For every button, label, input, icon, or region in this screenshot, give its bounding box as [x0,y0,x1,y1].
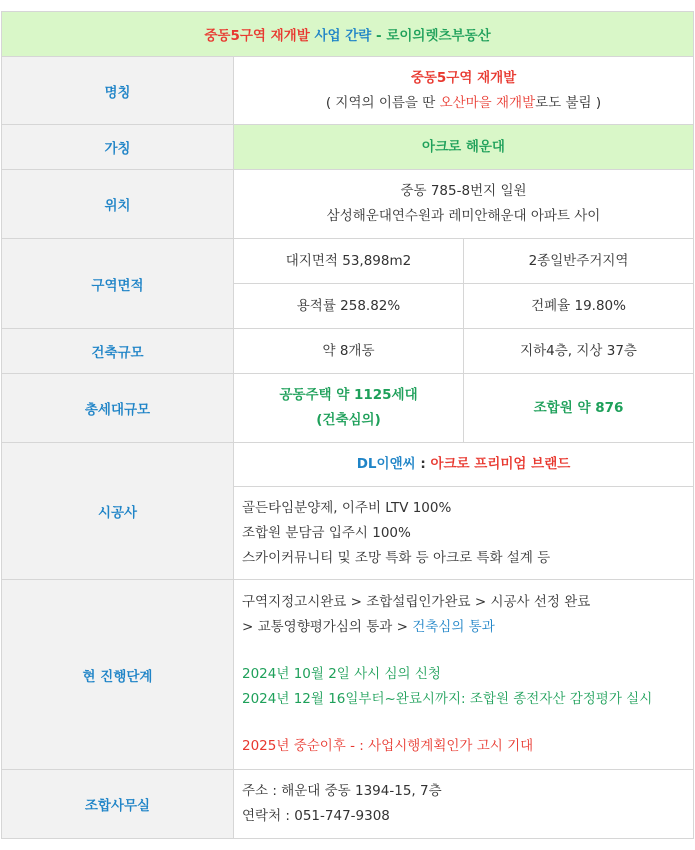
value-units [234,374,464,443]
row-location [2,170,694,239]
office-contact: 연락처 : 051-747-9308 [242,808,390,824]
progress-step2-text: > 교통영향평가심의 통과 > [242,619,413,635]
value-builder-details [234,487,694,580]
row-progress [2,580,694,770]
row-households [2,374,694,443]
progress-step2-highlight: 건축심의 통과 [412,619,495,635]
value-buildings: 약 8개동 [234,329,464,374]
builder-line2: 조합원 분담금 입주시 100% [242,524,411,541]
value-floors: 지하4층, 지상 37층 [464,329,694,374]
label-builder: 시공사 [2,443,234,580]
value-location [234,170,694,239]
label-scale: 건축규모 [2,329,234,374]
row-area-1 [2,239,694,284]
office-address: 주소 : 해운대 중동 1394-15, 7층 [242,783,442,799]
value-progress [234,580,694,770]
label-progress: 현 진행단계 [2,580,234,770]
row-office [2,770,694,839]
progress-green1: 2024년 10월 2일 사시 심의 신청 [242,666,441,682]
value-land-area: 대지면적 53,898m2 [234,239,464,284]
row-scale [2,329,694,374]
row-name [2,57,694,125]
title-part2: 사업 간략 [309,28,377,44]
label-alias: 가칭 [2,125,234,170]
location-line1: 중동 785-8번지 일원 [400,183,527,199]
value-builder-brand [234,443,694,487]
name-main: 중동5구역 재개발 [410,69,517,86]
name-sub-after: 로도 불림 ) [535,94,602,111]
units-line1: 공동주택 약 1125세대 [279,387,418,403]
progress-step2 [242,615,685,640]
label-office: 조합사무실 [2,770,234,839]
builder-line1: 골든타임분양제, 이주비 LTV 100% [242,499,452,516]
progress-red1: 2025년 중순이후 - : 사업시행계획인가 고시 기대 [242,738,534,754]
row-builder-1 [2,443,694,487]
location-line2: 삼성해운대연수원과 레미안해운대 아파트 사이 [326,208,601,224]
value-far: 용적률 258.82% [234,284,464,329]
value-office [234,770,694,839]
title-part3: - 로이의렛츠부동산 [376,28,491,44]
builder-company: DL이앤씨 [356,456,416,472]
builder-brand-name: 아크로 프리미엄 브랜드 [430,456,571,472]
name-sub [242,91,685,116]
label-area: 구역면적 [2,239,234,329]
row-alias [2,125,694,170]
label-households: 총세대규모 [2,374,234,443]
table-title [2,12,694,57]
progress-step1: 구역지정고시완료 > 조합설립인가완료 > 시공사 선정 완료 [242,594,591,610]
title-row [2,12,694,57]
label-name: 명칭 [2,57,234,125]
label-location: 위치 [2,170,234,239]
name-sub-before: ( 지역의 이름을 딴 [325,94,440,111]
builder-sep: : [415,456,431,472]
value-alias: 아크로 해운대 [234,125,694,170]
value-zone: 2종일반주거지역 [464,239,694,284]
units-line2: (건축심의) [316,412,381,428]
name-sub-highlight: 오산마을 재개발 [439,94,536,111]
progress-green2: 2024년 12월 16일부터~완료시까지: 조합원 종전자산 감정평가 실시 [242,691,653,707]
builder-line3: 스카이커뮤니티 및 조망 특화 등 아크로 특화 설계 등 [242,549,551,566]
value-bcr: 건폐율 19.80% [464,284,694,329]
title-part1: 중동5구역 재개발 [204,28,310,44]
value-members: 조합원 약 876 [464,374,694,443]
project-summary-table [1,11,694,839]
value-name [234,57,694,125]
